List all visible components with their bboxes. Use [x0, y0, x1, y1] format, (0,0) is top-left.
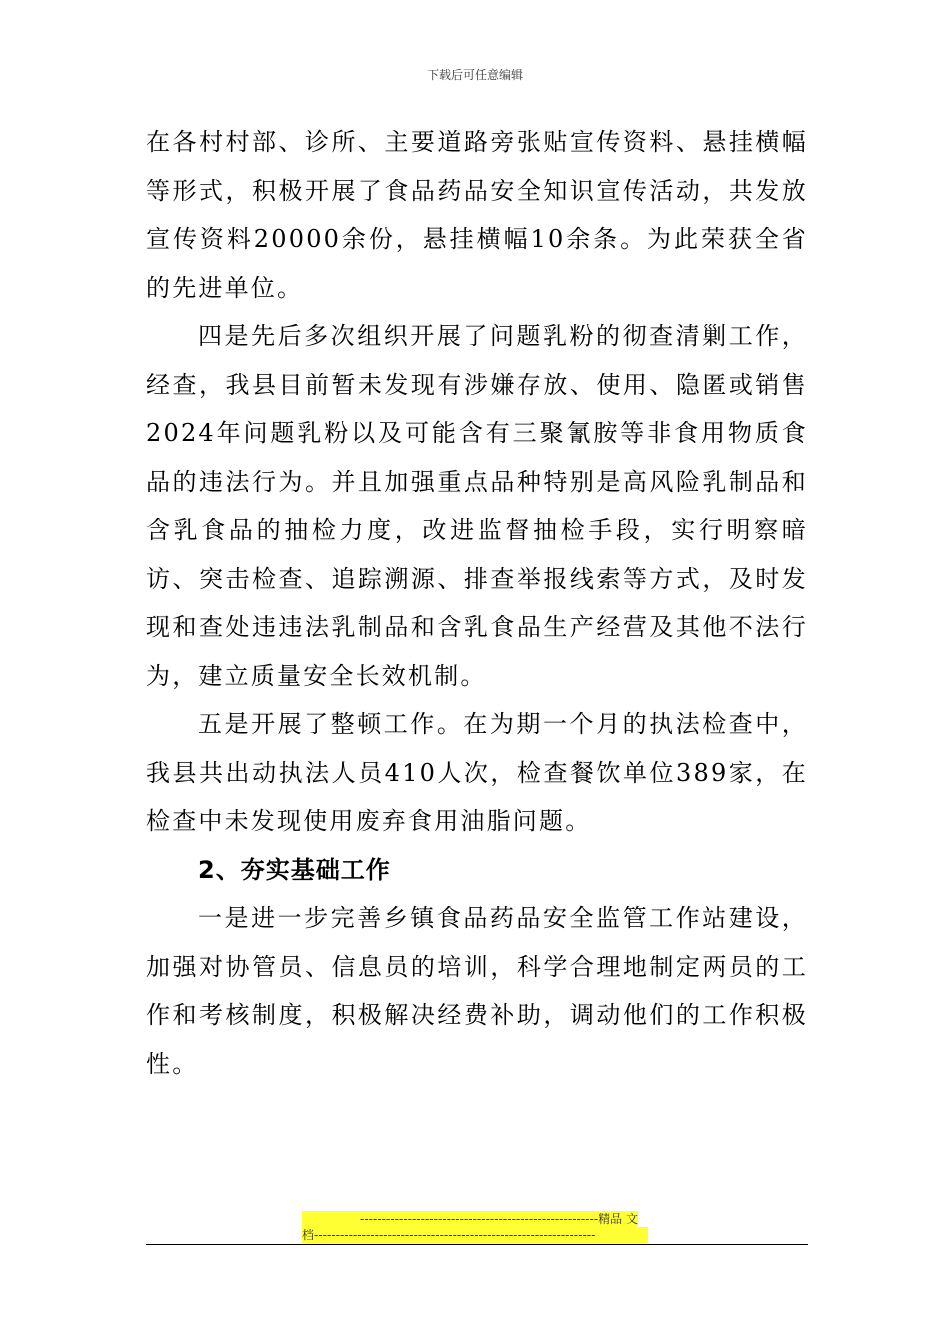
header-note: 下载后可任意编辑: [426, 68, 523, 82]
footer-line-1: -------------------------------------------------------精品 文: [302, 1211, 638, 1227]
paragraph-4: 一是进一步完善乡镇食品药品安全监管工作站建设，加强对协管员、信息员的培训，科学合理地制定两员的工作和考核制度，积极解决经费补助，调动他们的工作积极性。: [146, 904, 808, 1078]
document-body: [146, 118, 808, 1088]
footer-line-2: 档-----------------------------------------------------------------: [302, 1227, 648, 1243]
paragraph-1: 在各村村部、诊所、主要道路旁张贴宣传资料、悬挂横幅等形式，积极开展了食品药品安全知识宣传活动，共发放宣传资料20000余份，悬挂横幅10余条。为此荣获全省的先进单位。: [146, 128, 808, 302]
section-heading: 2、夯实基础工作: [198, 855, 391, 884]
footer-divider: [146, 1244, 808, 1245]
footer-watermark: [302, 1211, 638, 1243]
paragraph-2: 四是先后多次组织开展了问题乳粉的彻查清剿工作，经查，我县目前暂未发现有涉嫌存放、使用、隐匿或销售2024年问题乳粉以及可能含有三聚氰胺等非食用物质食品的违法行为。并且加强重点品种特别是高风险乳制品和含乳食品的抽检力度，改进监督抽检手段，实行明察暗访、突击检查、追踪溯源、排查举报线索等方式，及时发现和查处违违法乳制品和含乳食品生产经营及其他不法行为，建立质量安全长效机制。: [146, 322, 808, 690]
paragraph-3: 五是开展了整顿工作。在为期一个月的执法检查中，我县共出动执法人员410人次，检查餐饮单位389家，在检查中未发现使用废弃食用油脂问题。: [146, 710, 808, 835]
